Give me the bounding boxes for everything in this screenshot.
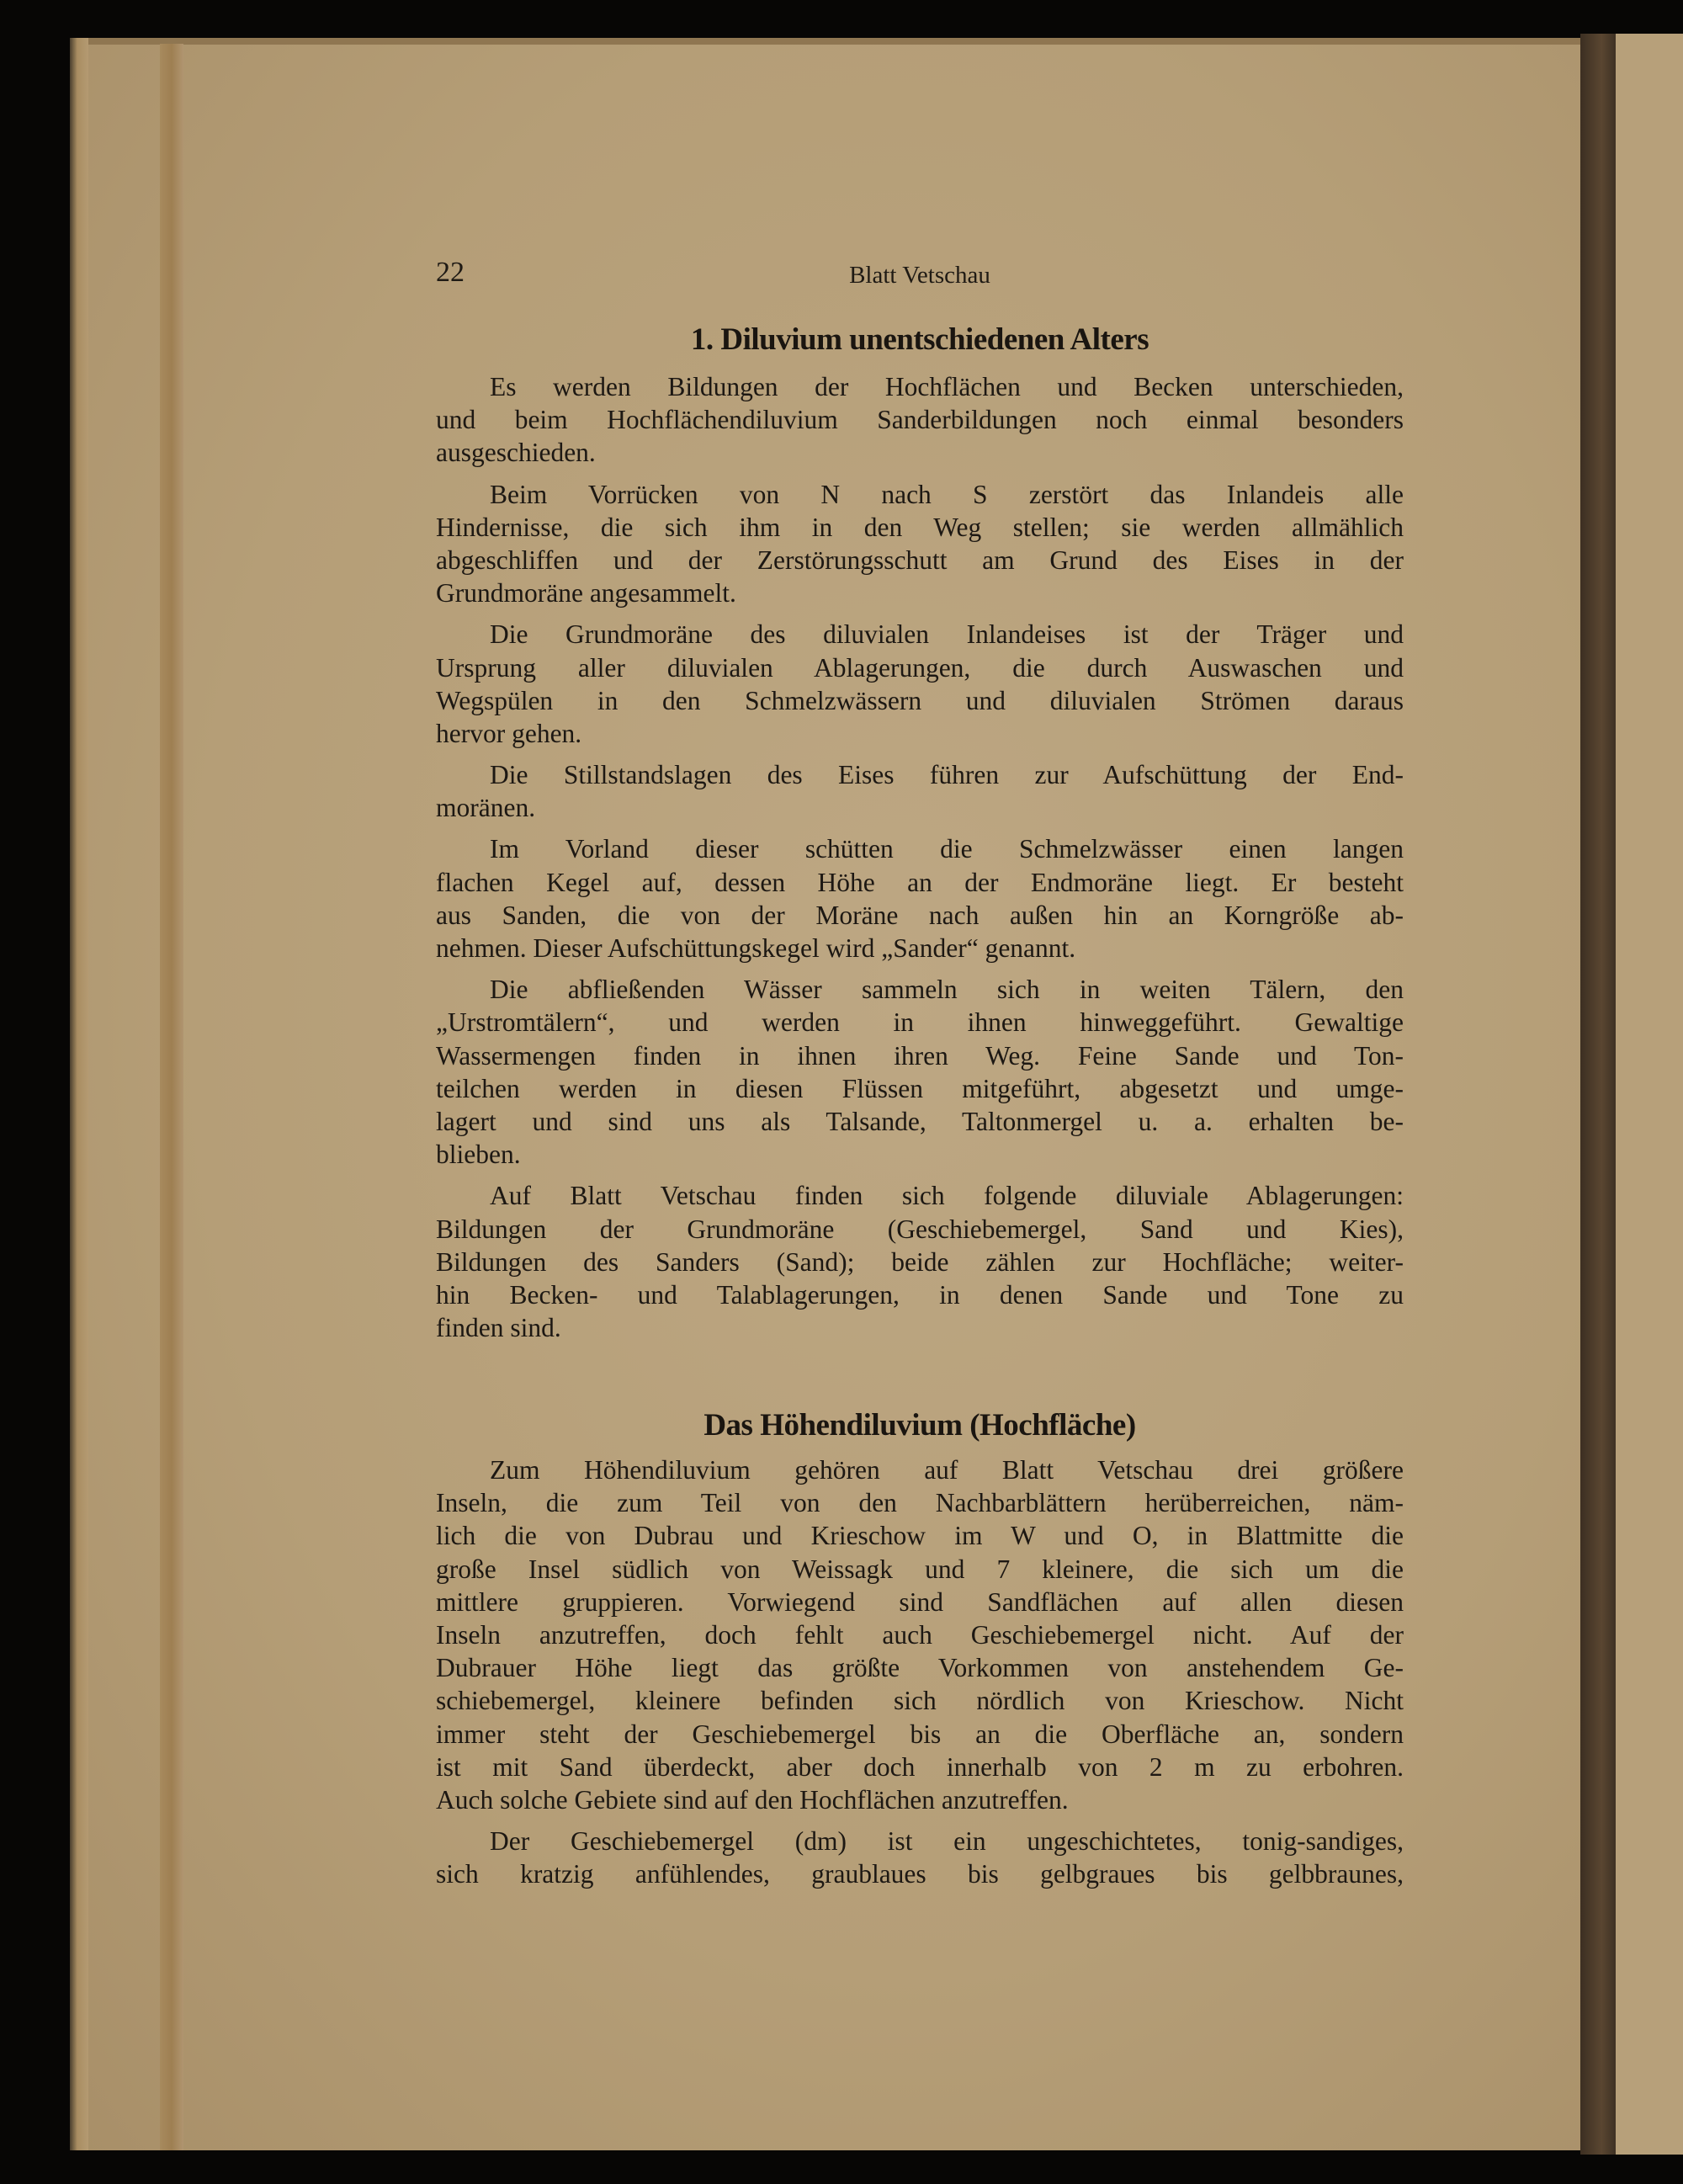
- text-line: lagert und sind uns als Talsande, Taltonmergel u. a. erhalten be-: [436, 1106, 1404, 1136]
- paragraph: [436, 1825, 1404, 1890]
- running-header: [436, 257, 1404, 294]
- text-line: Es werden Bildungen der Hochflächen und Becken unterschieden,: [490, 372, 1404, 401]
- text-line: mittlere gruppieren. Vorwiegend sind Sandflächen auf allen diesen: [436, 1586, 1404, 1617]
- text-line: ausgeschieden.: [436, 438, 596, 468]
- text-line: Im Vorland dieser schütten die Schmelzwässer einen langen: [490, 834, 1404, 864]
- section-1-body: [436, 370, 1404, 1352]
- text-line: lich die von Dubrau und Krieschow im W und O, in Blattmitte die: [436, 1521, 1404, 1551]
- text-line: Zum Höhendiluvium gehören auf Blatt Vetschau drei größere: [490, 1455, 1404, 1485]
- text-line: ist mit Sand überdeckt, aber doch innerhalb von 2 m zu erbohren.: [436, 1751, 1404, 1782]
- text-line: aus Sanden, die von der Moräne nach außen hin an Korngröße ab-: [436, 900, 1404, 930]
- page-number: 22: [436, 257, 465, 288]
- section-heading-2: Das Höhendiluvium (Hochfläche): [703, 1408, 1136, 1443]
- page-gutter-band: [160, 44, 183, 2150]
- text-line: und beim Hochflächendiluvium Sanderbildungen noch einmal besonders: [436, 405, 1404, 435]
- paragraph: [436, 1179, 1404, 1344]
- text-line: Inseln, die zum Teil von den Nachbarblättern herüberreichen, näm-: [436, 1488, 1404, 1518]
- text-line: Die abfließenden Wässer sammeln sich in weiten Tälern, den: [490, 975, 1404, 1005]
- text-line: große Insel südlich von Weissagk und 7 kleinere, die sich um die: [436, 1554, 1404, 1584]
- text-line: teilchen werden in diesen Flüssen mitgeführt, abgesetzt und umge-: [436, 1073, 1404, 1103]
- running-title: Blatt Vetschau: [849, 262, 990, 289]
- text-line: Die Stillstandslagen des Eises führen zur Aufschüttung der End-: [490, 760, 1404, 790]
- text-line: sich kratzig anfühlendes, graublaues bis gelbgraues bis gelbbraunes,: [436, 1859, 1404, 1889]
- section-2-body: [436, 1453, 1404, 1899]
- text-line: moränen.: [436, 793, 536, 823]
- text-line: blieben.: [436, 1140, 521, 1170]
- text-line: Beim Vorrücken von N nach S zerstört das Inlandeis alle: [490, 479, 1404, 509]
- paragraph: [436, 1453, 1404, 1816]
- text-line: Inseln anzutreffen, doch fehlt auch Geschiebemergel nicht. Auf der: [436, 1619, 1404, 1650]
- page-left-edge: [70, 38, 88, 2150]
- text-line: Ursprung aller diluvialen Ablagerungen, die durch Auswaschen und: [436, 652, 1404, 683]
- text-line: abgeschliffen und der Zerstörungsschutt am Grund des Eises in der: [436, 545, 1404, 575]
- text-line: Bildungen des Sanders (Sand); beide zählen zur Hochfläche; weiter-: [436, 1246, 1404, 1277]
- text-line: flachen Kegel auf, dessen Höhe an der Endmoräne liegt. Er besteht: [436, 867, 1404, 897]
- text-line: nehmen. Dieser Aufschüttungskegel wird „Sander“ genannt.: [436, 933, 1076, 963]
- text-line: schiebemergel, kleinere befinden sich nördlich von Krieschow. Nicht: [436, 1686, 1404, 1716]
- text-line: Auch solche Gebiete sind auf den Hochflächen anzutreffen.: [436, 1784, 1069, 1815]
- paragraph: [436, 832, 1404, 964]
- adjacent-page-edge: [1616, 34, 1683, 2155]
- text-line: immer steht der Geschiebemergel bis an die Oberfläche an, sondern: [436, 1719, 1404, 1749]
- paragraph: [436, 758, 1404, 824]
- section-heading-1: 1. Diluvium unentschiedenen Alters: [690, 322, 1149, 357]
- paragraph: [436, 478, 1404, 610]
- text-line: finden sind.: [436, 1313, 561, 1343]
- text-line: Auf Blatt Vetschau finden sich folgende diluviale Ablagerungen:: [490, 1181, 1404, 1211]
- text-line: Die Grundmoräne des diluvialen Inlandeises ist der Träger und: [490, 619, 1404, 650]
- text-line: hin Becken- und Talablagerungen, in denen Sande und Tone zu: [436, 1279, 1404, 1310]
- page-top-edge: [70, 38, 1580, 45]
- paragraph: [436, 618, 1404, 750]
- text-line: Bildungen der Grundmoräne (Geschiebemergel, Sand und Kies),: [436, 1214, 1404, 1244]
- paragraph: [436, 973, 1404, 1171]
- text-line: „Urstromtälern“, und werden in ihnen hinweggeführt. Gewaltige: [436, 1007, 1404, 1038]
- text-line: Grundmoräne angesammelt.: [436, 578, 736, 608]
- text-line: hervor gehen.: [436, 718, 582, 748]
- text-line: Der Geschiebemergel (dm) ist ein ungeschichtetes, tonig-sandiges,: [490, 1826, 1404, 1857]
- text-line: Dubrauer Höhe liegt das größte Vorkommen von anstehendem Ge-: [436, 1653, 1404, 1683]
- paragraph: [436, 370, 1404, 470]
- text-line: Wassermengen finden in ihnen ihren Weg. Feine Sande und Ton-: [436, 1040, 1404, 1071]
- text-line: Hindernisse, die sich ihm in den Weg stellen; sie werden allmählich: [436, 512, 1404, 542]
- text-line: Wegspülen in den Schmelzwässern und diluvialen Strömen daraus: [436, 685, 1404, 715]
- page-gap-shadow: [1580, 34, 1616, 2155]
